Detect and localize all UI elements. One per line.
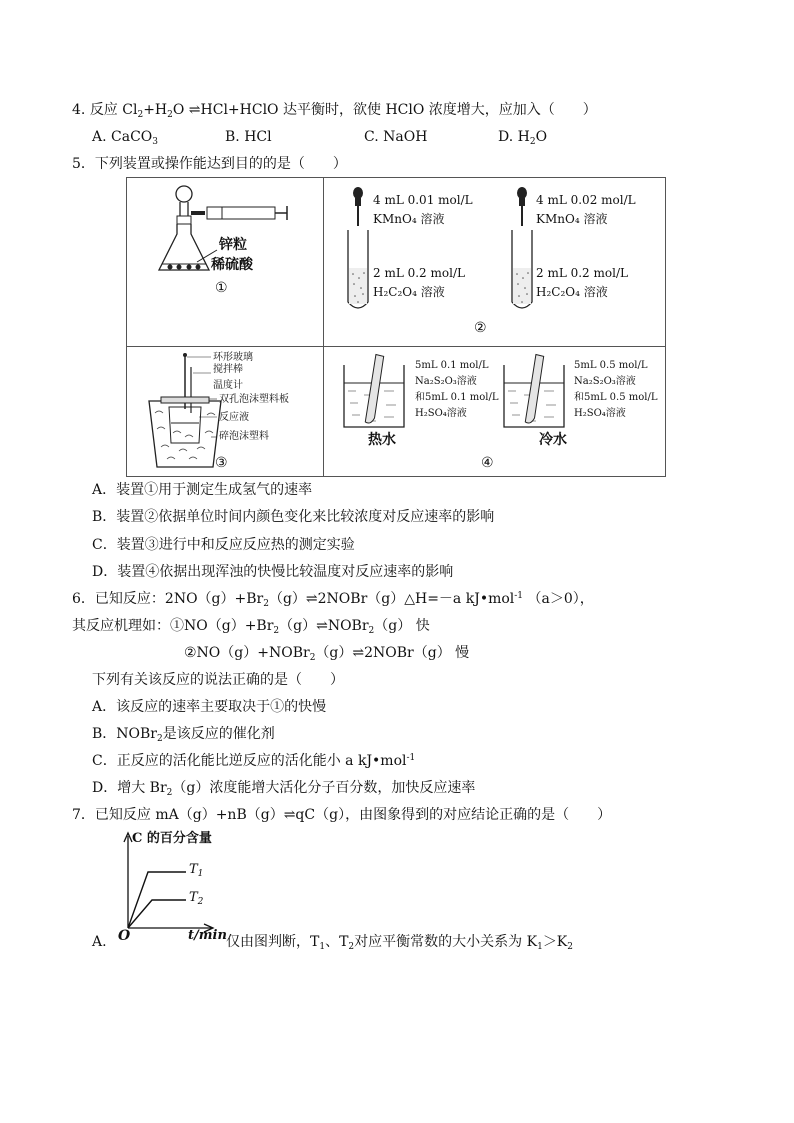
left-thio-conc: 5mL 0.1 mol/L: [415, 360, 489, 371]
x-axis-label: t/min: [188, 928, 227, 943]
left-thio-label: Na₂S₂O₃溶液: [415, 376, 477, 387]
kmno4-right-label: KMnO₄ 溶液: [536, 212, 608, 226]
oxalic-left-label: H₂C₂O₄ 溶液: [373, 285, 445, 299]
q7-graph: [112, 830, 232, 945]
q7-option-a-text: 仅由图判断，$T_1$、$T_2$对应平衡常数的大小关系为 $K_1>K_2$: [226, 934, 574, 952]
q4-stem: [72, 101, 597, 119]
oxalic-right-label: H₂C₂O₄ 溶液: [536, 285, 608, 299]
q4-sub: 2: [137, 110, 144, 120]
stirrer-label-1: 环形玻璃: [213, 352, 253, 363]
foam-pieces-label: 碎泡沫塑料: [219, 431, 269, 442]
q5-stem: 5．下列装置或操作能达到目的的是（ ）: [72, 156, 347, 172]
q4-option-b: B. HCl: [225, 129, 272, 145]
left-acid-label: H₂SO₄溶液: [415, 408, 467, 419]
thermometer-label: 温度计: [213, 380, 243, 391]
q6-option-d: D．增大 $Br_2(g)$浓度能增大活化分子百分数，加快反应速率: [92, 780, 476, 798]
oxalic-left-conc: 2 mL 0.2 mol/L: [373, 266, 465, 280]
q6-question: 下列有关该反应的说法正确的是（ ）: [92, 672, 344, 688]
right-acid-conc: 和5mL 0.5 mol/L: [574, 392, 658, 403]
oxalic-right-conc: 2 mL 0.2 mol/L: [536, 266, 628, 280]
panel-1-number: ①: [215, 280, 228, 296]
q4-option-c: C. NaOH: [364, 129, 428, 145]
panel-4-number: ④: [481, 455, 494, 471]
reaction-liquid-label: 反应液: [219, 412, 249, 423]
kmno4-right-conc: 4 mL 0.02 mol/L: [536, 193, 636, 207]
kmno4-left-conc: 4 mL 0.01 mol/L: [373, 193, 473, 207]
q5-option-c: C．装置③进行中和反应反应热的测定实验: [92, 537, 355, 553]
right-thio-conc: 5mL 0.5 mol/L: [574, 360, 648, 371]
sulfuric-acid-label: 稀硫酸: [211, 257, 253, 273]
q4-text-1: 反应 Cl: [89, 102, 138, 118]
t2-label: $T_2$: [189, 890, 204, 907]
kmno4-left-label: KMnO₄ 溶液: [373, 212, 445, 226]
q6-stem-line-3: ②NO（g）+NOBr$_2$（g）⇌2NOBr（g） 慢: [184, 645, 470, 663]
foam-board-label: 双孔泡沫塑料板: [219, 394, 289, 405]
q5-figure: [126, 177, 666, 477]
t1-label: $T_1$: [189, 862, 204, 879]
origin-label: O: [118, 928, 131, 944]
q6-option-a: A．该反应的速率主要取决于①的快慢: [92, 699, 327, 715]
panel-2-number: ②: [474, 320, 487, 336]
q6-option-b: B．NOBr$_2$是该反应的催化剂: [92, 726, 275, 744]
q4-option-d: D. $H_2O$: [498, 129, 548, 147]
q4-sub-b: 2: [167, 110, 173, 120]
q5-option-d: D．装置④依据出现浑浊的快慢比较温度对反应速率的影响: [92, 564, 454, 580]
left-acid-conc: 和5mL 0.1 mol/L: [415, 392, 499, 403]
q5-option-b: B．装置②依据单位时间内颜色变化来比较浓度对反应速率的影响: [92, 509, 495, 525]
q4-text-3: O ⇌HCl+HClO 达平衡时，欲使 HClO 浓度增大，应加入（ ）: [172, 102, 597, 118]
q4-text-2: +H: [143, 102, 168, 118]
hot-water-label: 热水: [368, 432, 396, 448]
cold-water-label: 冷水: [539, 432, 567, 448]
stirrer-label-2: 搅拌棒: [213, 364, 243, 375]
q5-option-a: A．装置①用于测定生成氢气的速率: [92, 482, 313, 498]
q4-number: 4.: [72, 102, 86, 118]
right-thio-label: Na₂S₂O₃溶液: [574, 376, 636, 387]
q7-option-a-label: A.: [92, 934, 107, 950]
q7-stem: 7．已知反应 mA（g）+nB（g）⇌qC（g），由图象得到的对应结论正确的是（ ）: [72, 807, 612, 823]
q4-option-a: A. CaCO$_3$: [92, 129, 158, 147]
right-acid-label: H₂SO₄溶液: [574, 408, 626, 419]
zinc-label: 锌粒: [219, 237, 247, 253]
panel-3-number: ③: [215, 455, 228, 471]
q6-stem-line-1: 6．已知反应：$2NO(g)+Br_2(g)\rightleftharpoons 2NOBr(g)\triangle H=-a$ kJ•mol$^{-1}$ （a＞0），: [72, 591, 594, 609]
q6-option-c: C．正反应的活化能比逆反应的活化能小 a kJ•mol$^{-1}$: [92, 753, 416, 769]
q6-stem-line-2: 其反应机理如：$①NO(g)+Br_2(g)\rightleftharpoons NOBr_2(g)$ 快: [72, 618, 430, 636]
y-axis-label: C 的百分含量: [132, 831, 212, 846]
